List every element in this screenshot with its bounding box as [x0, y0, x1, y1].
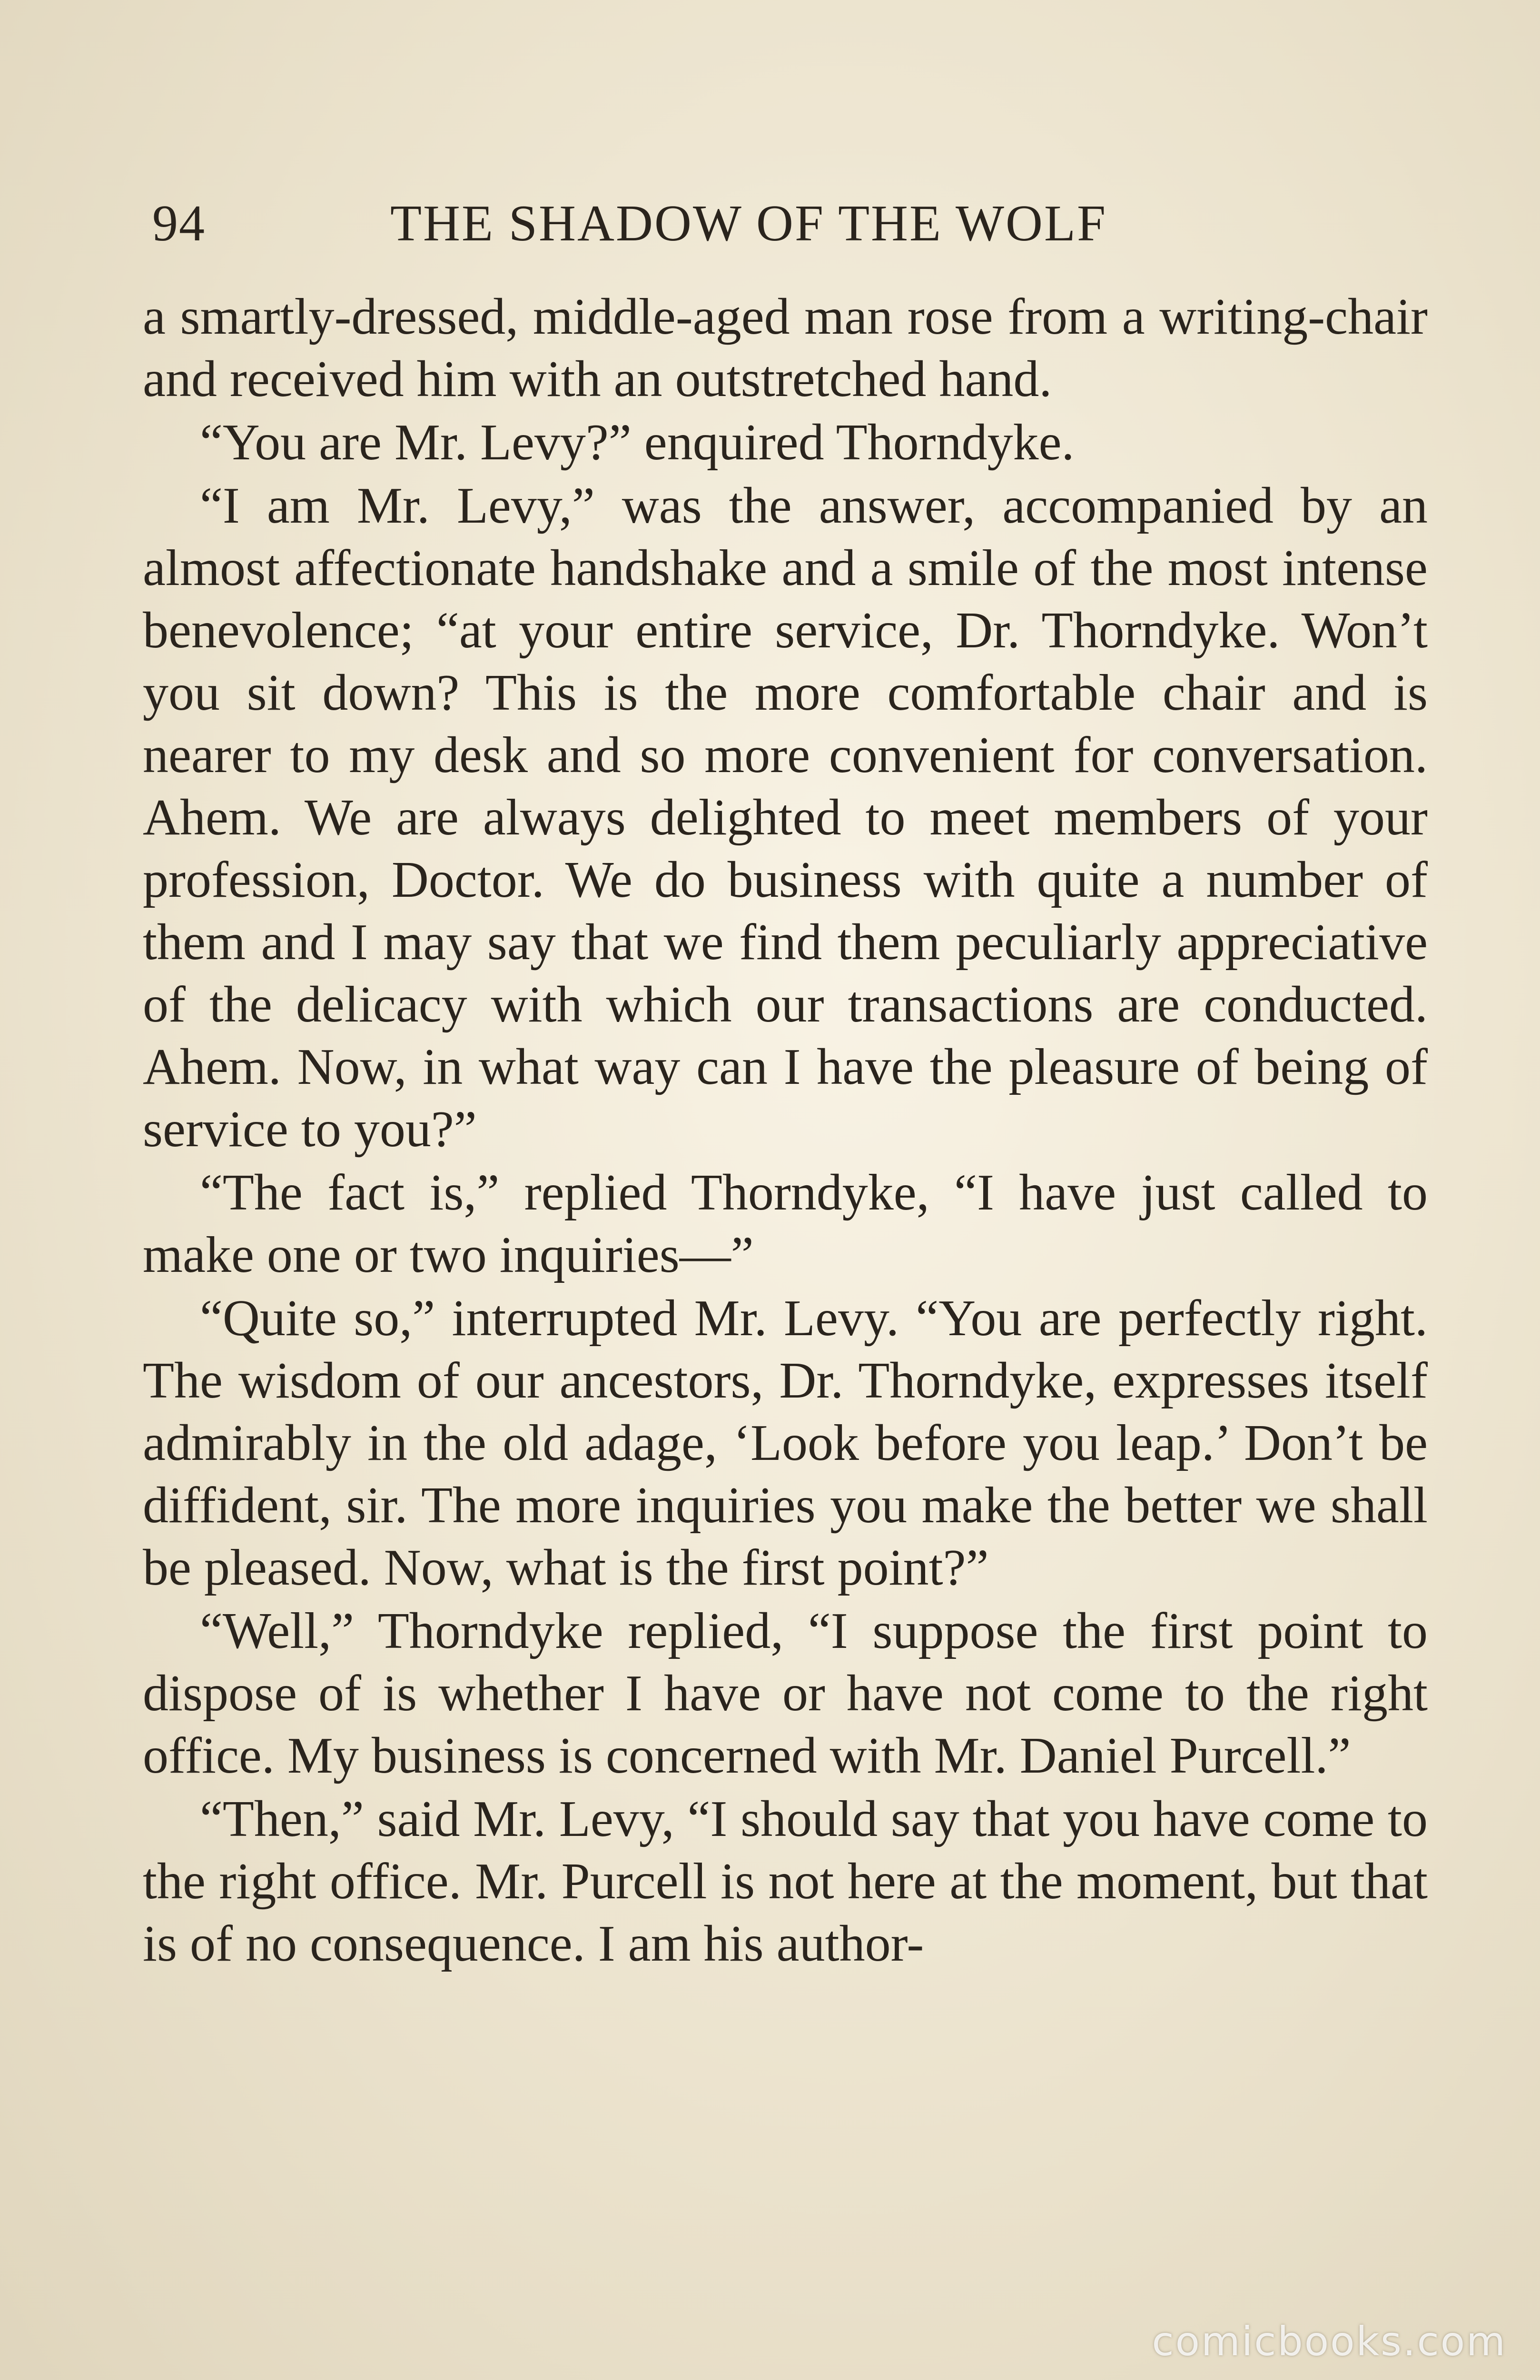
- body-text: [143, 286, 1428, 1975]
- page-number: 94: [152, 195, 206, 252]
- site-watermark: comicbooks.com: [1152, 2318, 1507, 2365]
- paragraph-6: “Well,” Thorndyke replied, “I suppose the first point to dispose of is whether I have or have not come to the right office. My business is concerned with Mr. Daniel Purcell.”: [143, 1603, 1428, 1784]
- paragraph-5: “Quite so,” interrupted Mr. Levy. “You are perfectly right. The wisdom of our ancestors, Dr. Thorndyke, expresses itself admirably in the old adage, ‘Look before you leap.’ Don’t be diffident, sir. The more inquiries you make the better we shall be pleased. Now, what is the first point?”: [143, 1290, 1428, 1596]
- paragraph-4: “The fact is,” replied Thorndyke, “I have just called to make one or two inquiries—”: [143, 1164, 1428, 1283]
- paragraph-7: “Then,” said Mr. Levy, “I should say that you have come to the right office. Mr. Purcell is not here at the moment, but that is of no consequence. I am his author-: [143, 1791, 1428, 1972]
- paragraph-3: “I am Mr. Levy,” was the answer, accompanied by an almost affectionate handshake and a smile of the most intense benevolence; “at your entire service, Dr. Thorndyke. Won’t you sit down? This is the more comfortable chair and is nearer to my desk and so more convenient for conversation. Ahem. We are always delighted to meet members of your profession, Doctor. We do business with quite a number of them and I may say that we find them peculiarly appreciative of the delicacy with which our transactions are conducted. Ahem. Now, in what way can I have the pleasure of being of service to you?”: [143, 477, 1428, 1158]
- paragraph-1: a smartly-dressed, middle-aged man rose from a writing-chair and received him with an outstretched hand.: [143, 288, 1428, 407]
- book-title: THE SHADOW OF THE WOLF: [390, 195, 1107, 252]
- running-head: [152, 190, 1428, 257]
- paragraph-2: “You are Mr. Levy?” enquired Thorndyke.: [200, 414, 1075, 471]
